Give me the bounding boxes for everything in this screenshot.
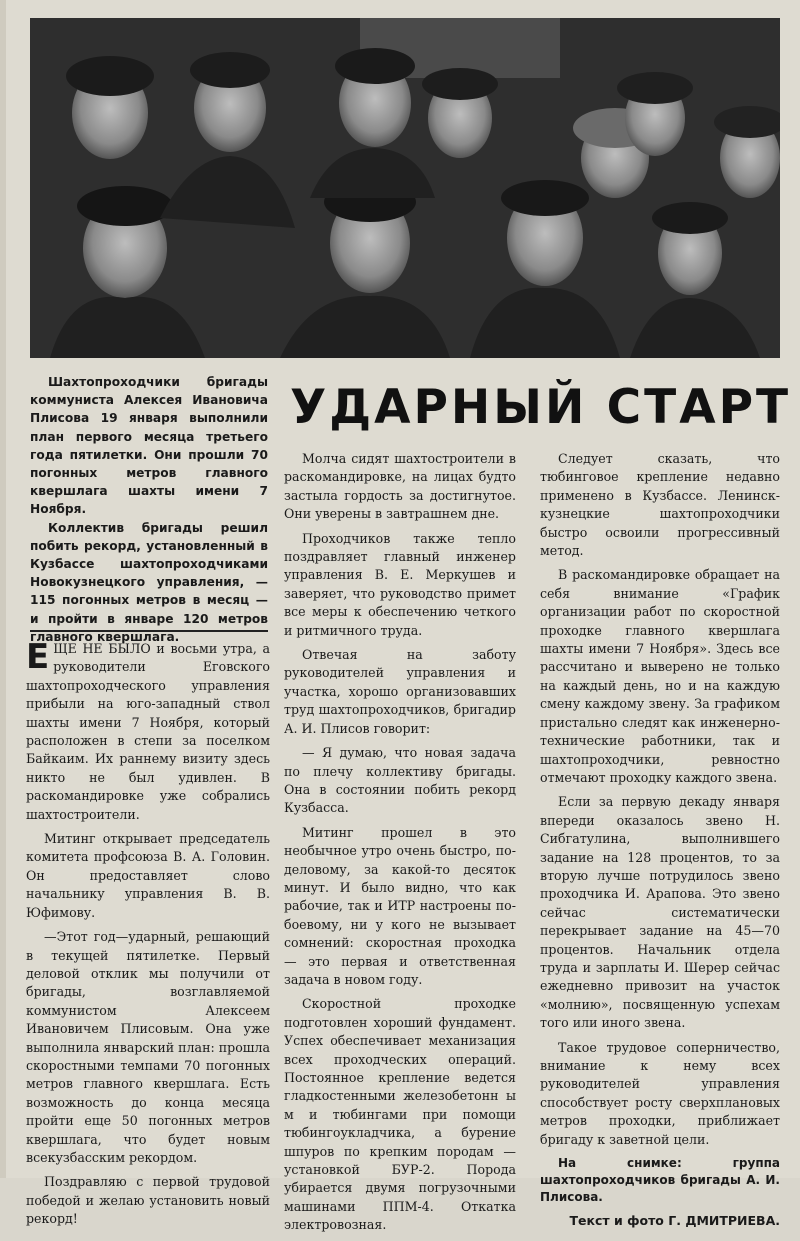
paragraph: Проходчиков также тепло поздравляет главный инженер управления В. Е. Меркушев и заверяет, что руководство примет все меры к обеспечению четкого и ритмичного труда.	[284, 530, 516, 638]
paragraph: Скоростной проходке подготовлен хороший фундамент. Успех обеспечивает механизация всех проходческих операций. Постоянное крепление ведется гладкостенными железобетонн ы м и тюбингами при помощи тюбингоукладчика, а бурение шпуров по крепким породам — установкой БУР-2. Порода убирается двумя погрузочными машинами ППМ-4. Откатка электровозная.	[284, 996, 516, 1233]
paragraph: Такое трудовое соперничество, внимание к нему всех руководителей управления способствует росту сверхплановых метров проходки, приближает бригаду к заветной цели.	[540, 1039, 780, 1147]
drop-cap: Е	[26, 637, 50, 677]
paragraph: Если за первую декаду января впереди оказалось звено Н. Сибгатулина, выполнившего задание на 128 процентов, то за вторую лучше потрудилось звено проходчика И. Арапова. Это звено сейчас систематически перекрывает задание на 45—70 процентов. Начальник отдела труда и зарплаты И. Шерер сейчас ежедневно привозит на участок «молнию», посвященную успехам того или иного звена.	[540, 794, 780, 1031]
paragraph: —Этот год—ударный, решающий в текущей пятилетке. Первый деловой отклик мы получили от бригады, возглавляемой коммунистом Алексеем Ивановичем Плисовым. Она уже выполнила январский план: прошла скоростными темпами 70 погонных метров главного квершлага. Есть возможность до конца месяца пройти еще 50 погонных метров квершлага, что будет новым всекузбасским рекордом.	[26, 929, 270, 1165]
paragraph: — Я думаю, что новая задача по плечу коллективу бригады. Она в состоянии побить рекорд Кузбасса.	[284, 745, 516, 816]
lede-summary	[30, 373, 268, 646]
paragraph: Поздравляю с первой трудовой победой и желаю установить новый рекорд!	[26, 1174, 270, 1227]
lede-paragraph: Коллектив бригады решил побить рекорд, установленный в Кузбассе шахтопроходчиками Новокузнецкого управления, — 115 погонных метров в месяц — и пройти в январе 120 метров главного квершлага.	[30, 520, 268, 644]
column-1	[26, 637, 270, 1235]
first-paragraph-text: ЩЕ НЕ БЫЛО и восьми утра, а руководители Еговского шахтопроходческого управления прибыли на юго-западный ствол шахты имени 7 Ноября, который расположен в степи за поселком Байкаим. Их раннему визиту здесь никто не был удивлен. В раскомандировке уже собрались шахтостроители.	[26, 641, 270, 822]
photo-caption: На снимке: группа шахтопроходчиков бригады А. И. Плисова.	[540, 1156, 780, 1205]
lede-paragraph: Шахтопроходчики бригады коммуниста Алексея Ивановича Плисова 19 января выполнили план первого месяца третьего года пятилетки. Они прошли 70 погонных метров главного квершлага шахты имени 7 Ноября.	[30, 375, 268, 517]
paragraph: Митинг прошел в это необычное утро очень быстро, по-деловому, за какой-то десяток минут. И было видно, что как рабочие, так и ИТР настроены по-боевому, ни у кого не вызывает сомнений: скоростная проходка — это первая и ответственная задача в новом году.	[284, 824, 516, 987]
group-photo	[30, 18, 780, 358]
paragraph: Митинг открывает председатель комитета профсоюза В. А. Головин. Он предоставляет слово начальнику управления В. В. Юфимову.	[26, 831, 270, 920]
page-edge	[0, 0, 6, 1178]
first-paragraph	[26, 637, 270, 824]
column-3	[540, 450, 780, 1230]
paragraph: В раскомандировке обращает на себя внимание «График организации работ по скоростной проходке главного квершлага шахты имени 7 Ноября». Здесь все рассчитано и выверено не только на каждый день, но и на каждую смену каждому звену. За графиком пристально следят как инженерно-технические работники, так и шахтопроходчики, ревностно отмечают проходку каждого звена.	[540, 567, 780, 785]
article-headline: УДАРНЫЙ СТАРТ	[290, 380, 792, 435]
lede-divider	[30, 630, 268, 632]
author-credit: Текст и фото Г. ДМИТРИЕВА.	[569, 1213, 780, 1229]
paragraph: Отвечая на заботу руководителей управления и участка, хорошо организовавших труд шахтопроходчиков, бригадир А. И. Плисов говорит:	[284, 647, 516, 736]
paragraph: Молча сидят шахтостроители в раскомандировке, на лицах будто застыла гордость за достигнутое. Они уверены в завтрашнем дне.	[284, 451, 516, 522]
miners-photo-illustration	[30, 18, 780, 358]
paragraph: Следует сказать, что тюбинговое крепление недавно применено в Кузбассе. Ленинск-кузнецкие шахтопроходчики быстро освоили прогрессивный метод.	[540, 451, 780, 559]
column-2	[284, 450, 516, 1241]
